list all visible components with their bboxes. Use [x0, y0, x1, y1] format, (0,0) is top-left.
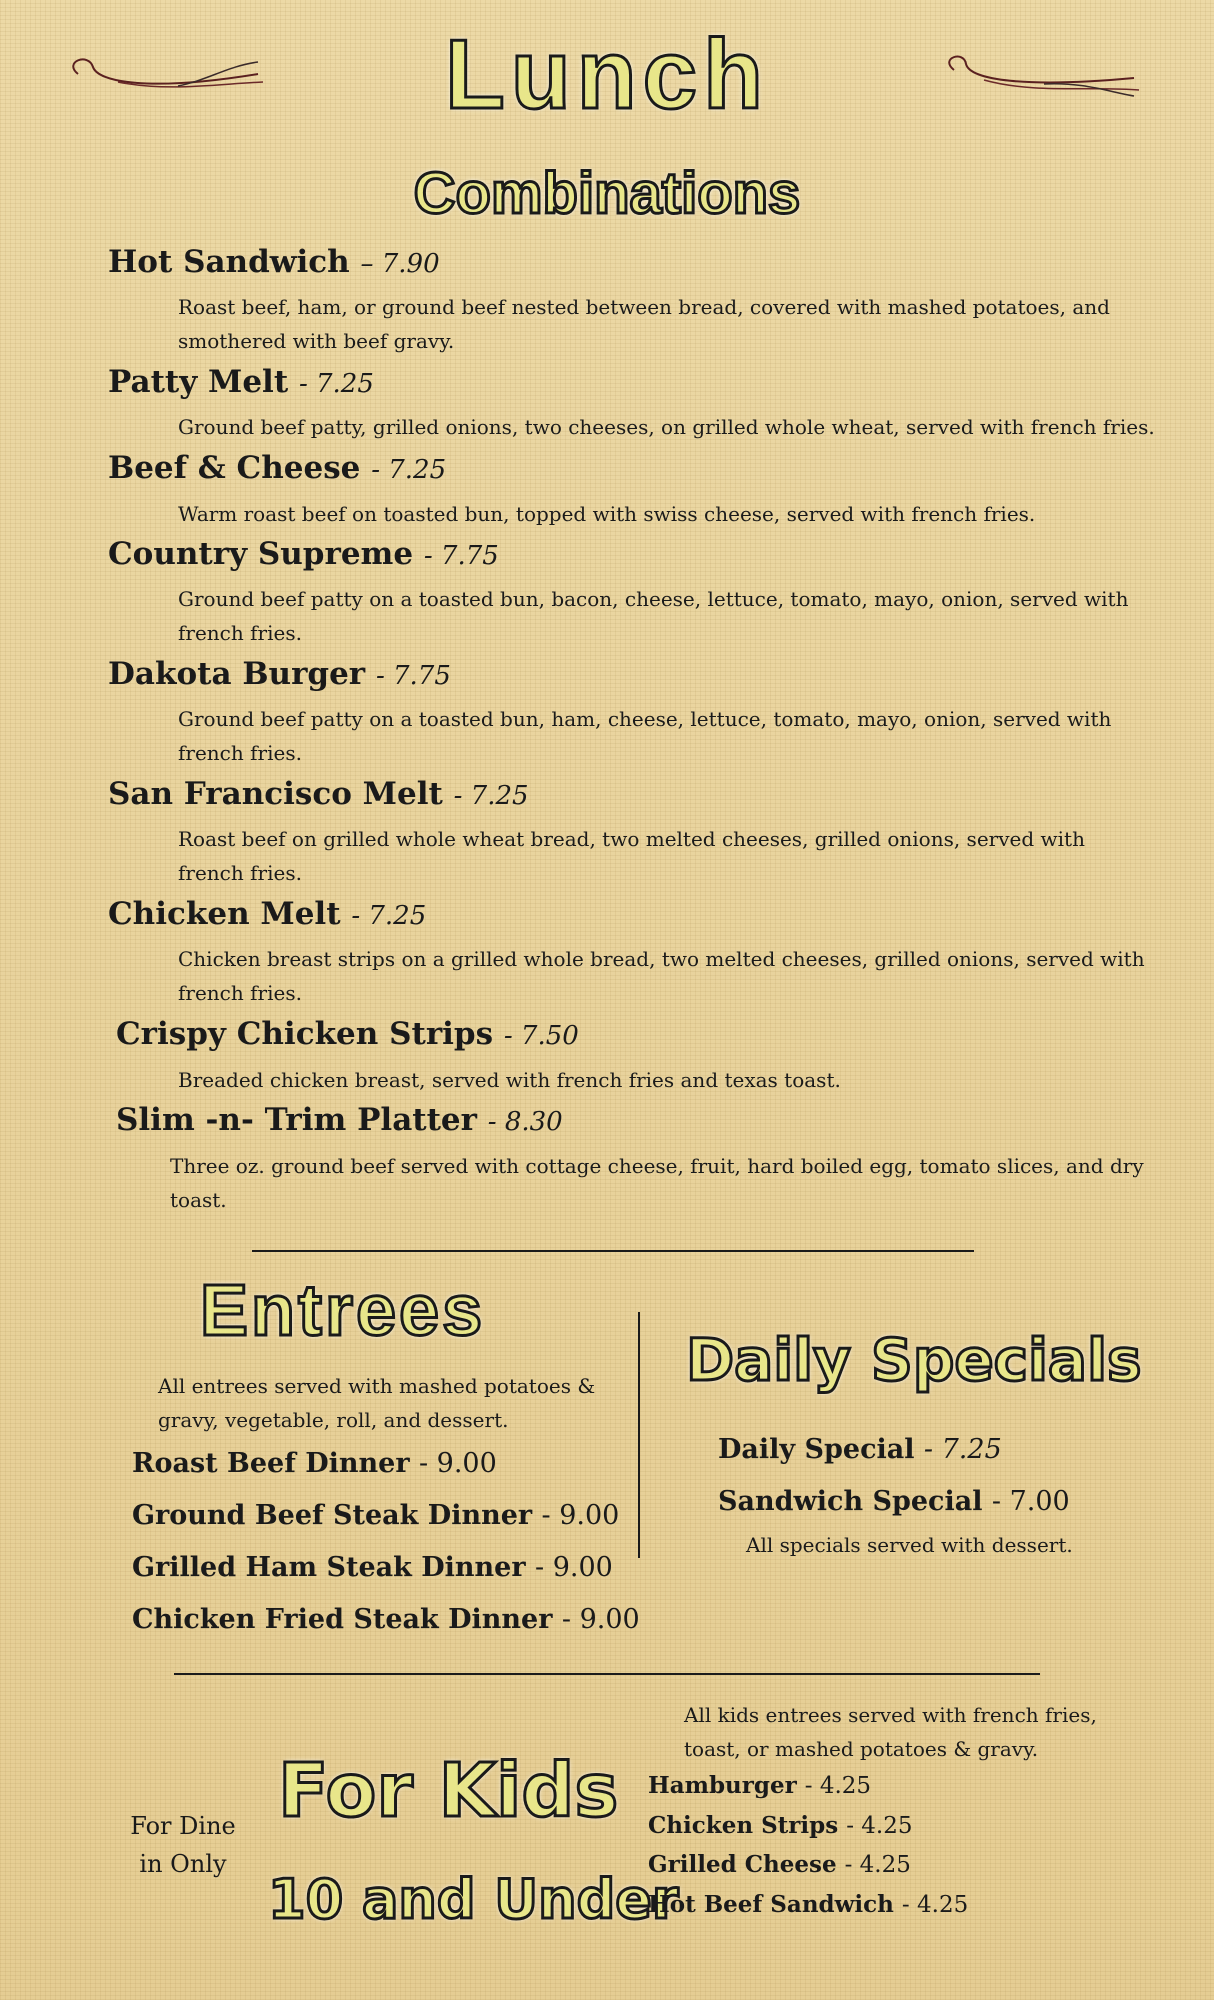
special-price: - 7.00	[991, 1486, 1070, 1517]
menu-item-name: San Francisco Melt - 7.25	[108, 776, 529, 812]
entree-item: Ground Beef Steak Dinner - 9.00	[132, 1500, 620, 1531]
menu-item-price: - 7.50	[503, 1021, 579, 1051]
entree-price: - 9.00	[561, 1604, 640, 1635]
menu-item-description: Three oz. ground beef served with cottage cheese, fruit, hard boiled egg, tomato slices, and dry toast.	[170, 1154, 1144, 1212]
entree-price: - 9.00	[541, 1500, 620, 1531]
entree-item: Grilled Ham Steak Dinner - 9.00	[132, 1552, 613, 1583]
entrees-heading: Entrees	[200, 1271, 486, 1351]
entree-item: Roast Beef Dinner - 9.00	[132, 1448, 497, 1479]
menu-item-price: - 7.25	[298, 369, 374, 399]
menu-item-description: Ground beef patty on a toasted bun, bacon, cheese, lettuce, tomato, mayo, onion, served with french fries.	[178, 587, 1129, 645]
menu-item-description: Roast beef, ham, or ground beef nested between bread, covered with mashed potatoes, and smothered with beef gravy.	[178, 295, 1110, 353]
kids-item: Chicken Strips - 4.25	[648, 1812, 913, 1839]
entree-price: - 9.00	[534, 1552, 613, 1583]
kids-item: Hamburger - 4.25	[648, 1772, 872, 1799]
menu-item-description: Warm roast beef on toasted bun, topped with swiss cheese, served with french fries.	[178, 502, 1036, 526]
menu-item-name: Slim -n- Trim Platter - 8.30	[116, 1102, 563, 1138]
section-divider	[174, 1673, 1040, 1675]
menu-item-name: Country Supreme - 7.75	[108, 536, 499, 572]
menu-item-name: Crispy Chicken Strips - 7.50	[116, 1016, 579, 1052]
specials-note: All specials served with dessert.	[746, 1533, 1073, 1557]
kids-item: Grilled Cheese - 4.25	[648, 1851, 911, 1878]
special-price: - 7.25	[923, 1434, 1002, 1465]
page-title: Lunch	[445, 19, 769, 129]
menu-item-price: - 7.75	[375, 661, 451, 691]
menu-item-name: Beef & Cheese - 7.25	[108, 450, 447, 486]
menu-item-price: - 7.25	[371, 455, 447, 485]
menu-item-price: - 7.75	[423, 541, 499, 571]
kids-price: - 4.25	[846, 1813, 913, 1839]
menu-item-price: – 7.90	[360, 249, 440, 279]
entree-price: - 9.00	[418, 1448, 497, 1479]
kids-heading: For Kids	[278, 1748, 619, 1834]
menu-item-description: Ground beef patty on a toasted bun, ham, cheese, lettuce, tomato, mayo, onion, served with french fries.	[178, 707, 1112, 765]
entrees-note: All entrees served with mashed potatoes & gravy, vegetable, roll, and dessert.	[158, 1374, 596, 1432]
kids-age-subheading: 10 and Under	[268, 1868, 679, 1931]
menu-item-price: - 8.30	[487, 1107, 563, 1137]
menu-item-description: Roast beef on grilled whole wheat bread, two melted cheeses, grilled onions, served with french fries.	[178, 827, 1085, 885]
kids-item: Hot Beef Sandwich - 4.25	[648, 1891, 969, 1918]
column-divider	[638, 1312, 640, 1558]
menu-item-name: Chicken Melt - 7.25	[108, 896, 427, 932]
menu-item-description: Ground beef patty, grilled onions, two cheeses, on grilled whole wheat, served with french fries.	[178, 415, 1155, 439]
kids-note: All kids entrees served with french fries, toast, or mashed potatoes & gravy.	[684, 1703, 1097, 1761]
menu-item-description: Breaded chicken breast, served with french fries and texas toast.	[178, 1068, 841, 1092]
section-divider	[252, 1250, 974, 1252]
kids-price: - 4.25	[844, 1852, 911, 1878]
menu-item-name: Dakota Burger - 7.75	[108, 656, 451, 692]
special-item: Sandwich Special - 7.00	[718, 1486, 1070, 1517]
menu-item-price: - 7.25	[351, 901, 427, 931]
special-item: Daily Special - 7.25	[718, 1434, 1002, 1465]
kids-price: - 4.25	[901, 1892, 969, 1918]
kids-price: - 4.25	[804, 1773, 872, 1799]
menu-item-description: Chicken breast strips on a grilled whole bread, two melted cheeses, grilled onions, served with french fries.	[178, 947, 1145, 1005]
combinations-heading: Combinations	[413, 161, 801, 226]
dine-in-note: For Dine in Only	[130, 1812, 236, 1878]
daily-specials-heading: Daily Specials	[686, 1326, 1142, 1394]
menu-item-name: Patty Melt - 7.25	[108, 364, 374, 400]
menu-item-name: Hot Sandwich – 7.90	[108, 244, 440, 280]
menu-item-price: - 7.25	[453, 781, 529, 811]
entree-item: Chicken Fried Steak Dinner - 9.00	[132, 1604, 640, 1635]
